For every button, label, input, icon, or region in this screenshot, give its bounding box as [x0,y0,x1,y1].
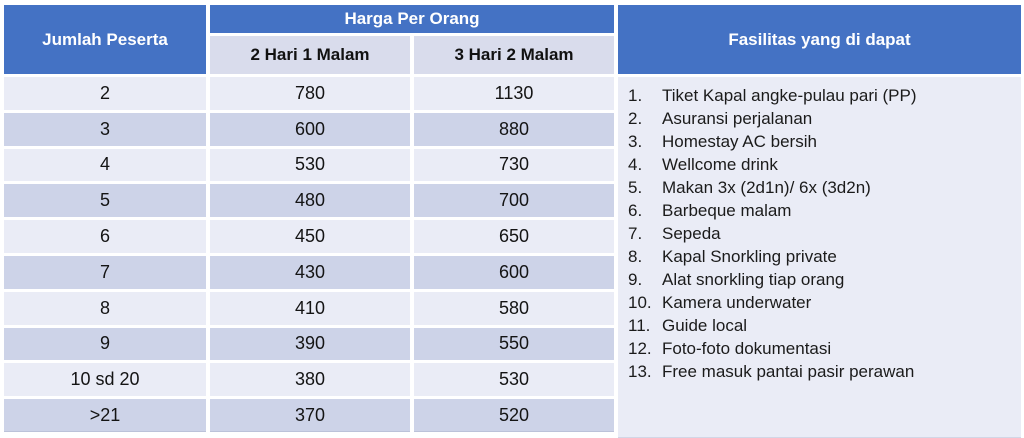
list-item-number: 11. [628,316,651,335]
table-row-price-2d1n: 390 [210,328,410,361]
list-item-number: 12. [628,339,652,358]
list-item-text: Alat snorkling tiap orang [662,270,845,289]
table-row-price-3d2n: 520 [414,399,614,432]
column-subheader-2hari1malam: 2 Hari 1 Malam [210,36,410,74]
table-row-participants: 6 [4,220,206,253]
list-item [628,222,1013,245]
facilities-panel [618,5,1021,438]
table-row-price-3d2n: 880 [414,113,614,146]
table-row-participants: 2 [4,77,206,110]
list-item-text: Foto-foto dokumentasi [662,339,832,358]
table-row-price-2d1n: 450 [210,220,410,253]
list-item-text: Sepeda [662,224,721,243]
facilities-header: Fasilitas yang di dapat [618,5,1021,74]
column-header-jumlah-peserta: Jumlah Peserta [4,5,206,74]
list-item [628,314,1013,337]
list-item-number: 13. [628,362,652,381]
list-item-number: 4. [628,155,643,174]
table-row-price-2d1n: 380 [210,363,410,396]
list-item-text: Kamera underwater [662,293,812,312]
list-item [628,84,1013,107]
table-row-price-3d2n: 580 [414,292,614,325]
table-row-price-3d2n: 700 [414,184,614,217]
list-item-number: 9. [628,270,643,289]
table-row-price-3d2n: 1130 [414,77,614,110]
table-row-price-2d1n: 410 [210,292,410,325]
list-item-number: 5. [628,178,643,197]
table-row-price-2d1n: 530 [210,149,410,182]
list-item-number: 2. [628,109,643,128]
list-item [628,176,1013,199]
list-item [628,153,1013,176]
facilities-list [618,77,1021,438]
list-item [628,337,1013,360]
table-row-participants: 9 [4,328,206,361]
table-row-price-2d1n: 480 [210,184,410,217]
list-item-text: Asuransi perjalanan [662,109,813,128]
table-row-price-3d2n: 530 [414,363,614,396]
list-item-number: 10. [628,293,652,312]
list-item-text: Tiket Kapal angke-pulau pari (PP) [662,86,917,105]
table-row-participants: 8 [4,292,206,325]
list-item-number: 1. [628,86,643,105]
list-item [628,360,1013,383]
list-item-text: Kapal Snorkling private [662,247,837,266]
list-item-text: Wellcome drink [662,155,778,174]
column-subheader-3hari2malam: 3 Hari 2 Malam [414,36,614,74]
list-item-number: 8. [628,247,643,266]
table-row-price-3d2n: 650 [414,220,614,253]
list-item [628,199,1013,222]
table-row-participants: 5 [4,184,206,217]
table-row-participants: 7 [4,256,206,289]
price-table [4,5,614,438]
list-item [628,291,1013,314]
table-row-price-2d1n: 430 [210,256,410,289]
list-item-text: Homestay AC bersih [662,132,817,151]
list-item [628,107,1013,130]
list-item [628,245,1013,268]
list-item-text: Guide local [662,316,748,335]
list-item-number: 6. [628,201,643,220]
table-row-price-3d2n: 550 [414,328,614,361]
table-row-participants: >21 [4,399,206,432]
list-item-text: Barbeque malam [662,201,792,220]
table-row-participants: 10 sd 20 [4,363,206,396]
table-row-participants: 3 [4,113,206,146]
table-row-price-2d1n: 780 [210,77,410,110]
list-item-number: 7. [628,224,643,243]
table-row-price-2d1n: 370 [210,399,410,432]
table-row-price-3d2n: 600 [414,256,614,289]
list-item [628,268,1013,291]
table-row-participants: 4 [4,149,206,182]
table-row-price-2d1n: 600 [210,113,410,146]
list-item-text: Free masuk pantai pasir perawan [662,362,915,381]
list-item-number: 3. [628,132,643,151]
list-item [628,130,1013,153]
column-group-header-harga-per-orang: Harga Per Orang [210,5,614,33]
list-item-text: Makan 3x (2d1n)/ 6x (3d2n) [662,178,871,197]
table-row-price-3d2n: 730 [414,149,614,182]
